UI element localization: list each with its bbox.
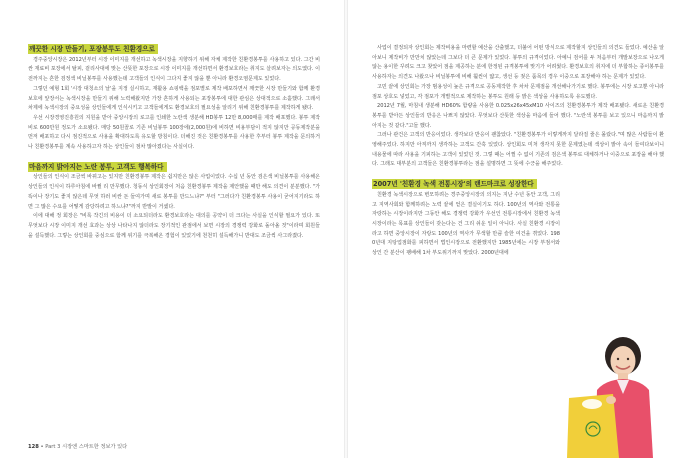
- merchant-photo: [565, 332, 665, 458]
- body-paragraph: 고민 끝에 상인회는 가장 범용성이 높은 규격으로 공동제작한 후 차차 문제점을 개선해나가기로 했다. 봉투에는 시장 로고뿐 아니라 점포 상호도 넣었고, 각 점포가 개별적으로 제작하는 봉투도 원래 등 밝은 색상을 사용하도록 유도했다.: [372, 83, 664, 100]
- page-number: 128: [28, 444, 39, 450]
- right-text-column: [372, 44, 664, 259]
- body-paragraph: 그러나 관건은 고객의 반응이었다. 생각보다 반응이 괜찮았다. "친환경봉투가 이렇게까지 달라질 줄은 몰랐다."며 많은 사람들이 환영해주었다. 하지만 아직까지 생각하는 고객도 간혹 있었다. 상인회도 미처 생각지 못한 문제였는데 색상이 밝아 속이 들여다보이니 내용물에 따라 사용을 기피하는 고객이 있었던 것. 그렇 때는 어쩔 수 없이 기존의 검은색 봉투로 대체하거나 이중으로 포장을 해야 했다. 그래도 대부분의 고객들은 친환경봉투라는 점을 설명하면 그 뜻에 수긍을 해주었다.: [372, 132, 664, 168]
- section-heading-1: 깨끗한 시장 만들기, 포장봉투도 친환경으로: [28, 44, 158, 54]
- body-paragraph: 상인들의 인식이 조금씩 바뀌고는 있지만 친환경봉투 제작은 쉽지만은 않은 사업이었다. 수십 년 동안 검은색 비닐봉투를 사용해온 상인들의 인식이 하루아침에 바뀔 리 만무했다. 청동식 상인회장이 처음 친환경봉투 제작을 제안했을 때만 해도 의견이 분분했다. "가뜩이나 장기도 좋지 않은데 무엇 하러 비싼 돈 들여가며 새로 봉투를 만드느냐?" 부터 "그러다가 친환경봉투 사용이 굳어지기라도 하면 그 많은 수요를 어떻게 감당하려고 하느냐?"까지 반발이 거셌다.: [28, 174, 320, 210]
- section-heading-3: 2007년 '친환경 녹색 전통시장'의 랜드마크로 성장한다: [372, 179, 537, 189]
- footer-part: Part 3: [45, 444, 61, 450]
- body-paragraph: 우선 시장경영진흥원의 지원을 받아 중앙시장의 로고를 인쇄한 노란색 생분해 HD봉투 12만 8,000매를 제작 배포했다. 봉투 제작비로 600만원 정도가 소요됐다. 매당 50원꼴로 기존 비닐봉투 100장에(2,000원)에 비하면 비용부담이 적지 않지만 공동제작분을 먼저 배포하고 다시 점진적으로 사용을 확대하도록 유도할 방침이다. 더해진 것은 친환경봉투를 사용한 후부터 봉투 제작을 문의하거나 친환경봉투를 계속 사용하고자 하는 상인들이 점차 많아졌다는 사실이다.: [28, 114, 320, 151]
- body-paragraph: 친환경 녹색시장으로 변모하려는 경주중앙시장의 의지는 지난 수년 동안 고객, 그리고 지역사회와 함께하려는 노력 끝에 얻은 결실이기도 하다. 100년의 역사와 전통을 자랑하는 시장이라지만 그동안 해도 경쟁력 강화가 우선인 전통시장에서 친환경 녹색시장이라는 목표를 상인들이 갖는다는 건 그리 쉬운 일이 아니다. 사실 친환경 시장이라고 하면 중앙시장이 자랑도 100년의 역사가 무색할 만큼 슬한 여건을 겪었다. 1980년대 지탕업점화를 피하면서 법인시장으로 전환했지만 1985년에는 시장 부점서와 상인 간 분산이 팽배해 1차 부도위기까지 맞았다. 2000년대에: [372, 191, 560, 257]
- footer-title: 시장엔 스마트한 정보가 있다: [62, 444, 128, 450]
- body-paragraph: 이에 대해 정 회장은 "비록 작긴의 비용이 더 소요되더라도 환경보호라는 대의를 공약이 더 크다는 사실을 인식할 필요가 있다. 또 무엇보다 시장 이미지 개선 효과는 상상 나타나지 않더라도 장기적인 관점에서 보면 시장의 경쟁력 강화로 돌아올 것"이라며 회원들을 설득했다. 그렇는 상인회를 중심으로 함께 위기를 극복해온 경험이 있었기에 천천히 설득해가니 반대도 조금씩 사그라졌다.: [28, 213, 320, 239]
- merchant-illustration: [565, 332, 665, 458]
- body-paragraph: 경주중앙시장은 2012년부터 시장 이미지를 개선하고 녹색시장을 지향하기 위해 자체 제작한 친환경봉투를 사용하고 있다. 그간 비싼 재료비 포장에서 탈피, 겉리사대에 맞는 산뜻한 포장으로 시장 이미지를 개선하면서 환경보호라는 취지도 살려보자는 의도였다. 이전까지는 흔한 검정색 비닐봉투를 사용했는데 고객들의 인식이 그다지 좋지 않을 뿐 아니라 환경오염문제도 있었다.: [28, 56, 320, 83]
- body-paragraph: 그렇던 예형 1회 '시장 대청소의 날'을 지정 실시하고, 재활용 쇼핑백을 점포별로 제작 배포하면서 깨끗한 시장 만들기와 함께 환경보호에 앞장서는 녹색시장을 만들기 위해 노력해왔지만 가장 흔하게 사용되는 포장봉투에 대한 관심은 상대적으로 소홀했다. 그래서 차제에 녹색시장의 중요성을 상인들에게 인식시키고 고객들에게도 환경보호의 필요성을 알리기 위해 친환경봉투를 제작하게 됐다.: [28, 85, 320, 112]
- section-heading-2: 마음까지 밝아지는 노란 봉투, 고객도 행복하다: [28, 162, 167, 172]
- footer-separator: •: [40, 444, 44, 450]
- face-shape: [611, 346, 636, 376]
- book-spine: [344, 0, 348, 458]
- left-text-column: [28, 44, 320, 241]
- body-paragraph: 사업이 결정되자 상인회는 제작비용을 마련할 예산을 산출했고, 더불어 어떤 방식으로 제작할지 상인들의 의견도 들었다. 예산을 알아보니 제작비가 만만치 않았는데 그보다 더 큰 문제가 있었다. 봉투의 규격이었다. 아예니 검어를 두 처음부터 개발보장으로 나오게 않는 용이한 꾸려도 크고 찾았어 점을 제공하는 분에 한정된 규격봉투에 맞기가 어려웠다. 환경보호의 취지에 더 부합하는 종이봉투를 사용하자는 의견도 나왔으나 비닐봉투에 비해 훨씬이 얇고, 생선 등 젖은 품목의 경우 이중으로 포장해야 하는 문제가 있었다.: [372, 45, 664, 81]
- body-paragraph: 2012년 7월, 마침내 생분해 HD60% 함량을 사용한 0.025x26x45xM10 사이즈의 친환경봉투가 제작 배포됐다. 새로운 친환경봉투를 받아든 상인들의 반응은 나쁘지 않았다. 무엇보다 산뜻한 색상을 마음에 들어 했다. "노란색 봉투를 보고 있으니 마음까지 밝아지는 것 같다."고들 했다.: [372, 103, 664, 129]
- page-footer: [28, 444, 127, 451]
